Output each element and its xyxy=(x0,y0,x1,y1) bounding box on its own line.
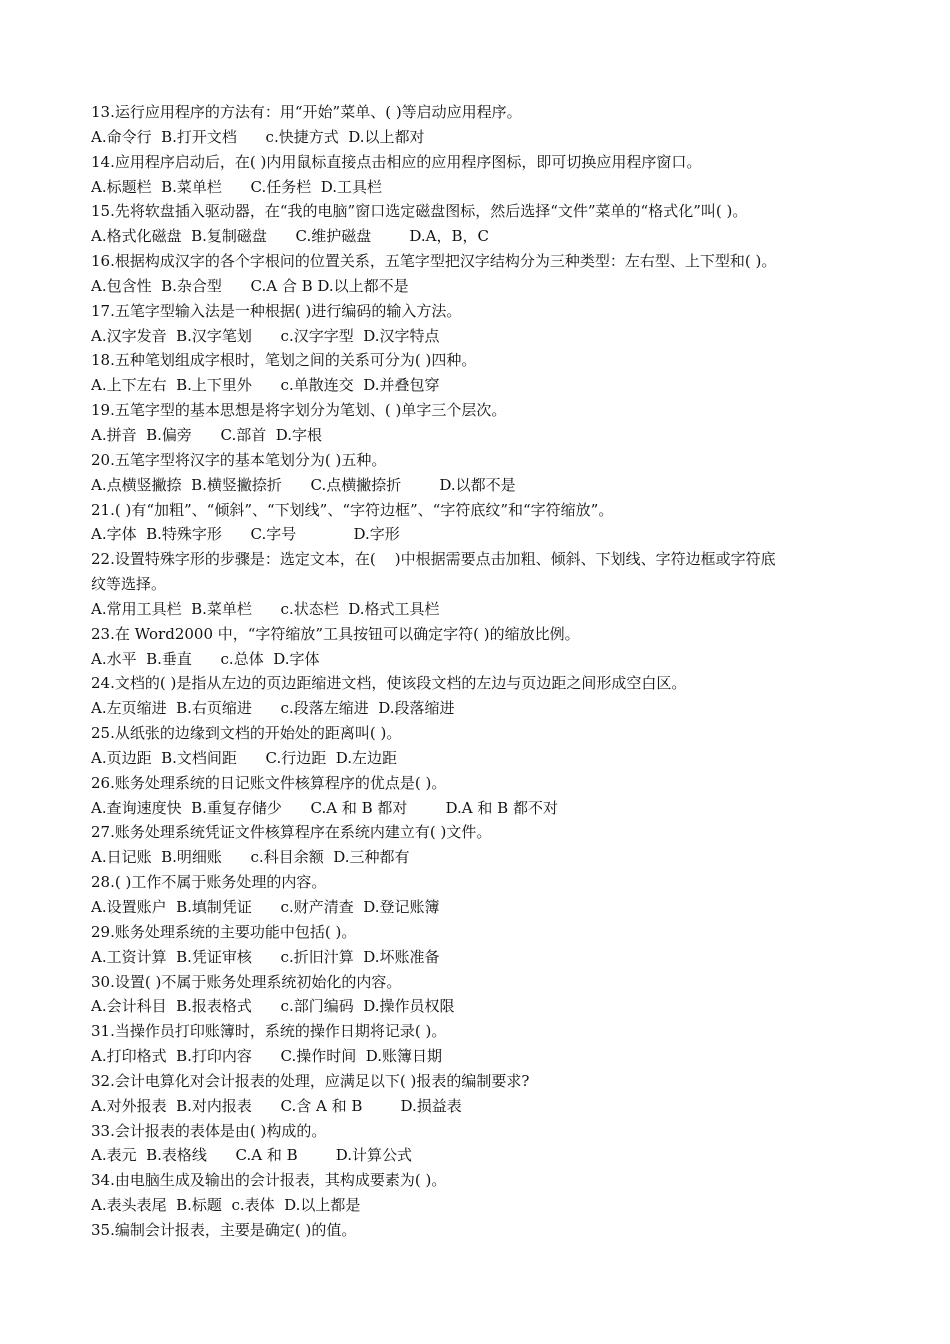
question-15: 15.先将软盘插入驱动器，在“我的电脑”窗口选定磁盘图标，然后选择“文件”菜单的“格式化”叫( )。 xyxy=(91,202,748,221)
question-list xyxy=(91,100,871,1243)
options-13: A.命令行 B.打开文档 c.快捷方式 D.以上都对 xyxy=(91,127,425,146)
question-19: 19.五笔字型的基本思想是将字划分为笔划、( )单字三个层次。 xyxy=(91,401,507,420)
question-26: 26.账务处理系统的日记账文件核算程序的优点是( )。 xyxy=(91,773,447,792)
question-32: 32.会计电算化对会计报表的处理，应满足以下( )报表的编制要求? xyxy=(91,1071,530,1090)
question-30: 30.设置( )不属于账务处理系统初始化的内容。 xyxy=(91,972,402,991)
options-29: A.工资计算 B.凭证审核 c.折旧汁算 D.坏账准备 xyxy=(91,947,440,966)
question-17: 17.五笔字型输入法是一种根据( )进行编码的输入方法。 xyxy=(91,301,462,320)
options-30: A.会计科目 B.报表格式 c.部门编码 D.操作员权限 xyxy=(91,997,455,1016)
options-32: A.对外报表 B.对内报表 C.含 A 和 B D.损益表 xyxy=(91,1096,462,1115)
question-28: 28.( )工作不属于账务处理的内容。 xyxy=(91,873,327,892)
question-20: 20.五笔字型将汉字的基本笔划分为( )五种。 xyxy=(91,450,387,469)
options-15: A.格式化磁盘 B.复制磁盘 C.维护磁盘 D.A，B，C xyxy=(91,227,489,246)
question-29: 29.账务处理系统的主要功能中包括( )。 xyxy=(91,922,357,941)
options-34: A.表头表尾 B.标题 c.表体 D.以上都是 xyxy=(91,1196,361,1215)
options-22: A.常用工具栏 B.菜单栏 c.状态栏 D.格式工具栏 xyxy=(91,599,440,618)
question-18: 18.五种笔划组成字根时，笔划之间的关系可分为( )四种。 xyxy=(91,351,477,370)
options-18: A.上下左右 B.上下里外 c.单散连交 D.并叠包穿 xyxy=(91,376,440,395)
options-28: A.设置账户 B.填制凭证 c.财产清查 D.登记账簿 xyxy=(91,898,440,916)
options-24: A.左页缩进 B.右页缩进 c.段落左缩进 D.段落缩进 xyxy=(91,699,455,718)
options-33: A.表元 B.表格线 C.A 和 B D.计算公式 xyxy=(91,1146,413,1165)
question-16: 16.根据构成汉字的各个字根问的位置关系，五笔字型把汉字结构分为三种类型：左右型、上下型和( )。 xyxy=(91,252,777,271)
question-31: 31.当操作员打印账簿时，系统的操作日期将记录( )。 xyxy=(91,1022,447,1041)
options-27: A.日记账 B.明细账 c.科目余额 D.三种都有 xyxy=(91,848,410,867)
question-21: 21.( )有“加粗”、“倾斜”、“下划线”、“字符边框”、“字符底纹”和“字符缩放”。 xyxy=(91,500,614,519)
options-17: A.汉字发音 B.汉字笔划 c.汉字字型 D.汉字特点 xyxy=(91,326,440,345)
question-14: 14.应用程序启动后，在( )内用鼠标直接点击相应的应用程序图标，即可切换应用程序窗口。 xyxy=(91,152,702,171)
question-23: 23.在 Word2000 中，“字符缩放”工具按钮可以确定字符( )的缩放比例。 xyxy=(91,624,580,643)
options-23: A.水平 B.垂直 c.总体 D.字体 xyxy=(91,649,320,668)
question-27: 27.账务处理系统凭证文件核算程序在系统内建立有( )文件。 xyxy=(91,823,492,842)
options-31: A.打印格式 B.打印内容 C.操作时间 D.账簿日期 xyxy=(91,1047,443,1066)
question-34: 34.由电脑生成及输出的会计报表，其构成要素为( )。 xyxy=(91,1171,447,1190)
question-25: 25.从纸张的边缘到文档的开始处的距离叫( )。 xyxy=(91,724,402,743)
question-33: 33.会计报表的表体是由( )构成的。 xyxy=(91,1121,327,1140)
options-25: A.页边距 B.文档间距 C.行边距 D.左边距 xyxy=(91,748,398,767)
question-24: 24.文档的( )是指从左边的页边距缩进文档，使该段文档的左边与页边距之间形成空白区。 xyxy=(91,674,687,693)
question-13: 13.运行应用程序的方法有：用“开始”菜单、( )等启动应用程序。 xyxy=(91,103,522,121)
options-14: A.标题栏 B.菜单栏 C.任务栏 D.工具栏 xyxy=(91,177,383,196)
options-19: A.拼音 B.偏旁 C.部首 D.字根 xyxy=(91,425,323,444)
options-26: A.查询速度快 B.重复存储少 C.A 和 B 都对 D.A 和 B 都不对 xyxy=(91,798,558,817)
question-22-continued: 纹等选择。 xyxy=(91,575,167,594)
options-21: A.字体 B.特殊字形 C.字号 D.字形 xyxy=(91,525,400,544)
options-20: A.点横竖撇捺 B.横竖撇捺折 C.点横撇捺折 D.以都不是 xyxy=(91,475,516,494)
question-35: 35.编制会计报表，主要是确定( )的值。 xyxy=(91,1220,357,1239)
question-22: 22.设置特殊字形的步骤是：选定文本，在( )中根据需要点击加粗、倾斜、下划线、字符边框或字符底 xyxy=(91,550,776,569)
options-16: A.包含性 B.杂合型 C.A 合 B D.以上都不是 xyxy=(91,276,409,295)
